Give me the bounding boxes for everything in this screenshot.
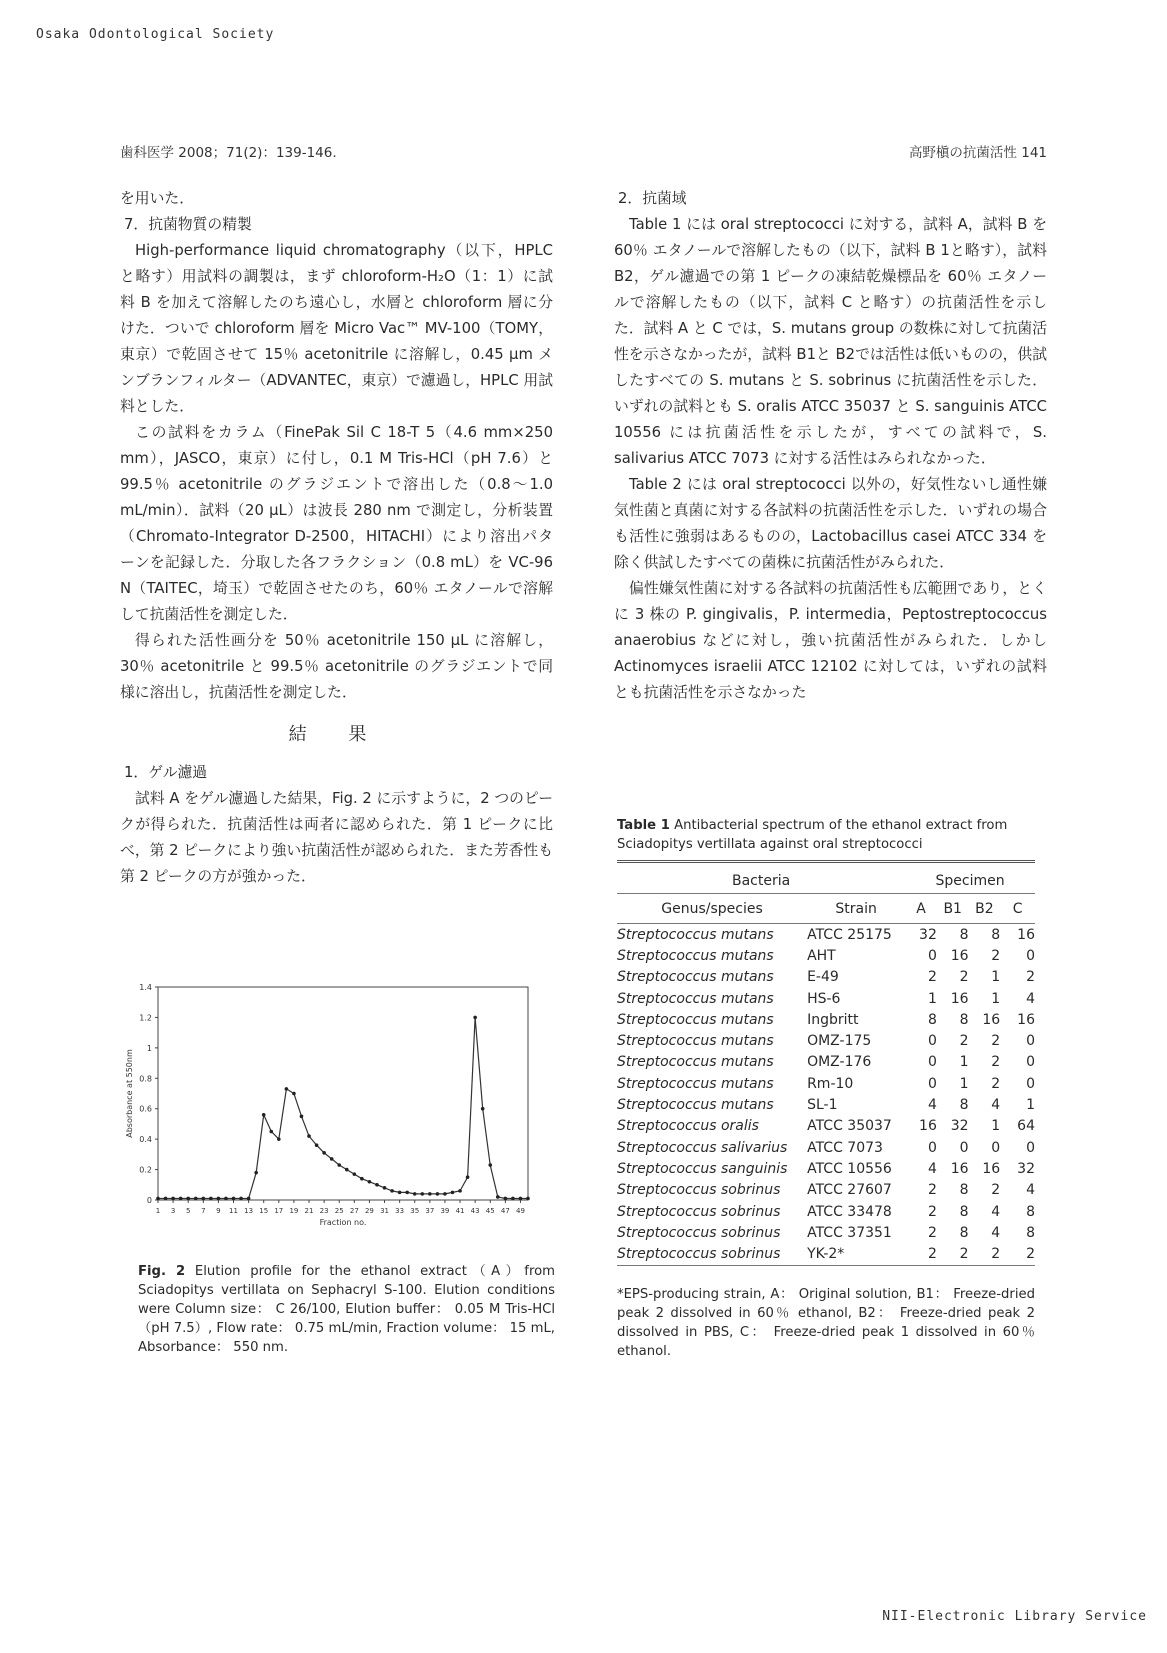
x-tick-label: 45 xyxy=(485,1207,495,1215)
species-cell: Streptococcus sobrinus xyxy=(617,1246,781,1263)
table-label: Table 1 xyxy=(617,818,670,833)
x-tick-label: 13 xyxy=(244,1207,254,1215)
x-tick-label: 19 xyxy=(289,1207,299,1215)
x-tick-label: 11 xyxy=(229,1207,238,1215)
paragraph: この試料をカラム（FinePak Sil C 18-T 5（4.6 mm×250 mm），JASCO，東京）に付し，0.1 M Tris-HCl（pH 7.6）と 99.5％ acetonitrile のグラジエントで溶出した（0.8〜1.0 mL/min）．試料（20 μL）は波長 280 nm で測定し，分析装置（Chromato-Integrator D-2500，HITACHI）により溶出パターンを記録した．分取した各フラクション（0.8 mL）を VC-96 N（TAITEC，埼玉）で乾固させたのち，60％ エタノールで溶解して抗菌活性を測定した． xyxy=(120,424,553,623)
strain-cell: OMZ-176 xyxy=(807,1054,872,1071)
species-cell: Streptococcus mutans xyxy=(617,1011,774,1028)
table-row xyxy=(617,1180,1035,1201)
value-cell-a: 16 xyxy=(919,1118,937,1135)
data-point xyxy=(285,1087,289,1091)
value-cell-b2: 8 xyxy=(991,926,1001,943)
paragraph: を用いた． xyxy=(120,190,194,207)
table-row xyxy=(617,1137,1035,1158)
data-point xyxy=(300,1115,304,1119)
table-row xyxy=(617,1094,1035,1115)
species-cell: Streptococcus sobrinus xyxy=(617,1224,781,1241)
species-cell: Streptococcus mutans xyxy=(617,1097,774,1114)
data-point xyxy=(383,1186,387,1190)
data-point xyxy=(345,1168,349,1172)
col-a-header: A xyxy=(916,900,926,917)
value-cell-a: 4 xyxy=(927,1097,937,1114)
value-cell-c: 0 xyxy=(1026,1054,1035,1071)
left-column xyxy=(120,186,553,890)
strain-cell: ATCC 25175 xyxy=(807,926,892,943)
data-point xyxy=(156,1197,160,1201)
data-point xyxy=(488,1163,492,1167)
data-point xyxy=(420,1192,424,1196)
species-cell: Streptococcus sobrinus xyxy=(617,1203,781,1220)
value-cell-b1: 1 xyxy=(959,1075,969,1092)
value-cell-b2: 16 xyxy=(982,1011,1001,1028)
value-cell-c: 0 xyxy=(1026,947,1035,964)
value-cell-a: 32 xyxy=(919,926,937,943)
value-cell-c: 64 xyxy=(1017,1118,1035,1135)
species-cell: Streptococcus mutans xyxy=(617,1033,774,1050)
figure-caption xyxy=(138,1262,555,1357)
x-tick-label: 7 xyxy=(201,1207,206,1215)
y-tick-label: 1.2 xyxy=(139,1013,152,1023)
species-cell: Streptococcus oralis xyxy=(617,1118,759,1135)
specimen-header: Specimen xyxy=(905,862,1035,894)
strain-cell: ATCC 10556 xyxy=(807,1160,892,1177)
data-point xyxy=(481,1107,485,1111)
paragraph: 試料 A をゲル濾過した結果，Fig. 2 に示すように，2 つのピークが得られた．抗菌活性は両者に認められた．第 1 ピークに比べ，第 2 ピークにより強い抗菌活性が認められた．また芳香性も第 2 ピークの方が強かった． xyxy=(120,790,553,885)
value-cell-b1: 8 xyxy=(959,1182,969,1199)
data-point xyxy=(473,1016,477,1020)
x-tick-label: 27 xyxy=(349,1207,359,1215)
journal-citation: 歯科医学 2008；71(2)：139-146. xyxy=(120,145,337,161)
value-cell-c: 4 xyxy=(1026,990,1035,1007)
strain-header: Strain xyxy=(835,900,877,917)
data-point xyxy=(390,1189,394,1193)
value-cell-c: 32 xyxy=(1017,1160,1035,1177)
data-point xyxy=(247,1197,251,1201)
value-cell-c: 1 xyxy=(1026,1097,1035,1114)
data-point xyxy=(322,1151,326,1155)
data-point xyxy=(269,1130,273,1134)
strain-cell: Ingbritt xyxy=(807,1011,859,1028)
value-cell-b2: 2 xyxy=(991,1075,1001,1092)
species-cell: Streptococcus salivarius xyxy=(617,1139,788,1156)
strain-cell: ATCC 33478 xyxy=(807,1203,892,1220)
x-tick-label: 25 xyxy=(334,1207,344,1215)
strain-cell: ATCC 7073 xyxy=(807,1139,883,1156)
data-point xyxy=(398,1191,402,1195)
y-tick-label: 0.6 xyxy=(139,1104,152,1114)
strain-cell: AHT xyxy=(807,947,836,964)
value-cell-b1: 8 xyxy=(959,1011,969,1028)
data-point xyxy=(330,1157,334,1161)
value-cell-a: 0 xyxy=(927,1139,937,1156)
strain-cell: E-49 xyxy=(807,969,839,986)
x-tick-label: 9 xyxy=(216,1207,221,1215)
value-cell-b1: 2 xyxy=(959,1246,969,1263)
data-point xyxy=(360,1177,364,1181)
x-tick-label: 41 xyxy=(455,1207,465,1215)
species-cell: Streptococcus mutans xyxy=(617,947,774,964)
paragraph: Table 1 には oral streptococci に対する，試料 A，試料 B を 60％ エタノールで溶解したもの（以下，試料 B 1と略す），試料 B2，ゲル濾過での第 1 ピークの凍結乾燥標品を 60％ エタノールで溶解したもの（以下，試料 C と略す）の抗菌活性を示した．試料 A と C では，S. mutans group の数株に対して抗菌活性を示さなかったが，試料 B1と B2では活性は低いものの，供試したすべての S. mutans と S. sobrinus に抗菌活性を示した．いずれの試料とも S. oralis ATCC 35037 と S. sanguinis ATCC 10556 には抗菌活性を示したが，すべての試料で，S. salivarius ATCC 7073 に対する活性はみられなかった． xyxy=(614,216,1047,467)
value-cell-b1: 2 xyxy=(959,1033,969,1050)
value-cell-a: 8 xyxy=(927,1011,937,1028)
paragraph: High-performance liquid chromatography（以下，HPLC と略す）用試料の調製は，まず chloroform-H₂O（1：1）に試料 B を加えて溶解したのち遠心し，水層と chloroform 層に分けた．ついで chloroform 層を Micro Vac™ MV-100（TOMY，東京）で乾固させて 15％ acetonitrile に溶解し，0.45 μm メンブランフィルター（ADVANTEC，東京）で濾過し，HPLC 用試料とした． xyxy=(120,242,553,415)
value-cell-b1: 0 xyxy=(959,1139,969,1156)
data-point xyxy=(186,1197,190,1201)
section-heading: 7．抗菌物質の精製 xyxy=(124,216,252,233)
table-caption-text: Antibacterial spectrum of the ethanol extract from Sciadopitys vertillata against oral streptococci xyxy=(617,818,1008,852)
value-cell-a: 2 xyxy=(927,1182,937,1199)
genus-header: Genus/species xyxy=(661,900,763,917)
value-cell-c: 16 xyxy=(1017,926,1035,943)
value-cell-b1: 16 xyxy=(950,947,969,964)
data-point xyxy=(202,1197,206,1201)
table-row xyxy=(617,1009,1035,1030)
col-b2-header: B2 xyxy=(975,900,994,917)
plot-frame xyxy=(158,987,528,1200)
value-cell-b2: 2 xyxy=(991,1054,1001,1071)
value-cell-b2: 0 xyxy=(991,1139,1001,1156)
value-cell-b1: 1 xyxy=(959,1054,969,1071)
data-point xyxy=(337,1163,341,1167)
data-point xyxy=(368,1180,372,1184)
species-cell: Streptococcus mutans xyxy=(617,1075,774,1092)
x-tick-label: 33 xyxy=(395,1207,405,1215)
x-tick-label: 23 xyxy=(319,1207,329,1215)
col-c-header: C xyxy=(1012,900,1023,917)
table-row xyxy=(617,945,1035,966)
x-tick-label: 3 xyxy=(170,1207,176,1215)
value-cell-c: 8 xyxy=(1026,1224,1035,1241)
data-point xyxy=(164,1197,168,1201)
x-tick-label: 21 xyxy=(304,1207,314,1215)
species-cell: Streptococcus sanguinis xyxy=(617,1160,788,1177)
species-cell: Streptococcus mutans xyxy=(617,990,774,1007)
value-cell-b1: 32 xyxy=(950,1118,969,1135)
data-point xyxy=(519,1197,523,1201)
data-point xyxy=(436,1192,440,1196)
bacteria-header: Bacteria xyxy=(617,862,905,894)
value-cell-b1: 16 xyxy=(950,1160,969,1177)
data-point xyxy=(443,1192,447,1196)
value-cell-b1: 8 xyxy=(959,1203,969,1220)
paragraph: 得られた活性画分を 50％ acetonitrile 150 μL に溶解し，30％ acetonitrile と 99.5％ acetonitrile のグラジエントで同様に溶出し，抗菌活性を測定した． xyxy=(120,632,553,701)
y-tick-label: 0 xyxy=(146,1196,152,1205)
value-cell-a: 0 xyxy=(927,1033,937,1050)
table-row xyxy=(617,924,1035,946)
data-point xyxy=(262,1113,266,1117)
x-tick-label: 47 xyxy=(500,1207,510,1215)
value-cell-c: 4 xyxy=(1026,1182,1035,1199)
value-cell-b2: 2 xyxy=(991,947,1001,964)
data-point xyxy=(209,1197,213,1201)
strain-cell: HS-6 xyxy=(807,990,841,1007)
x-tick-label: 5 xyxy=(185,1207,191,1215)
paragraph: 偏性嫌気性菌に対する各試料の抗菌活性も広範囲であり，とくに 3 株の P. gingivalis，P. intermedia，Peptostreptococcus anaerobius などに対し，強い抗菌活性がみられた．しかし Actinomyces israelii ATCC 12102 に対しては，いずれの試料とも抗菌活性を示さなかった xyxy=(614,580,1047,701)
data-point xyxy=(504,1197,508,1201)
data-point xyxy=(292,1092,296,1096)
value-cell-b2: 2 xyxy=(991,1182,1001,1199)
y-tick-label: 0.8 xyxy=(139,1074,152,1084)
data-point xyxy=(428,1192,432,1196)
value-cell-a: 2 xyxy=(927,1246,937,1263)
value-cell-c: 2 xyxy=(1026,969,1035,986)
value-cell-b2: 1 xyxy=(991,1118,1001,1135)
value-cell-a: 0 xyxy=(927,1075,937,1092)
value-cell-b2: 2 xyxy=(991,1246,1001,1263)
table-row xyxy=(617,1222,1035,1243)
value-cell-b1: 16 xyxy=(950,990,969,1007)
x-tick-label: 39 xyxy=(440,1207,450,1215)
col-b1-header: B1 xyxy=(943,900,962,917)
value-cell-b2: 2 xyxy=(991,1033,1001,1050)
table-row xyxy=(617,1158,1035,1179)
data-point xyxy=(375,1183,379,1187)
y-tick-label: 1.4 xyxy=(139,983,152,992)
table-row xyxy=(617,967,1035,988)
table-row xyxy=(617,1116,1035,1137)
value-cell-c: 16 xyxy=(1017,1011,1035,1028)
table-row xyxy=(617,1052,1035,1073)
y-tick-label: 0.2 xyxy=(139,1165,152,1175)
running-title: 高野槇の抗菌活性 141 xyxy=(908,145,1047,161)
table-row xyxy=(617,1243,1035,1265)
x-tick-label: 15 xyxy=(259,1207,269,1215)
x-tick-label: 31 xyxy=(380,1207,389,1215)
value-cell-a: 0 xyxy=(927,1054,937,1071)
data-point xyxy=(458,1189,462,1193)
strain-cell: Rm-10 xyxy=(807,1075,854,1092)
table-row xyxy=(617,1201,1035,1222)
data-point xyxy=(353,1172,357,1176)
x-tick-label: 43 xyxy=(470,1207,480,1215)
value-cell-c: 8 xyxy=(1026,1203,1035,1220)
table-caption xyxy=(617,816,1037,854)
data-point xyxy=(254,1171,258,1175)
data-point xyxy=(224,1197,228,1201)
data-point xyxy=(413,1192,417,1196)
value-cell-b1: 8 xyxy=(959,1097,969,1114)
value-cell-b1: 8 xyxy=(959,926,969,943)
species-cell: Streptococcus mutans xyxy=(617,1054,774,1071)
library-watermark: NII-Electronic Library Service xyxy=(882,1609,1147,1624)
value-cell-b1: 2 xyxy=(959,969,969,986)
y-axis-label: Absorbance at 550nm xyxy=(125,1049,134,1138)
x-tick-label: 37 xyxy=(425,1207,435,1215)
value-cell-b2: 1 xyxy=(991,990,1001,1007)
value-cell-a: 2 xyxy=(927,1203,937,1220)
value-cell-a: 1 xyxy=(927,990,937,1007)
data-point xyxy=(217,1197,221,1201)
value-cell-b2: 16 xyxy=(982,1160,1001,1177)
elution-profile-figure xyxy=(120,977,560,1262)
elution-chart xyxy=(120,977,560,1262)
results-heading: 結 果 xyxy=(288,724,385,745)
species-cell: Streptococcus mutans xyxy=(617,926,774,943)
data-point xyxy=(315,1143,319,1147)
value-cell-b2: 4 xyxy=(991,1097,1001,1114)
data-point xyxy=(526,1197,530,1201)
data-point xyxy=(511,1197,515,1201)
value-cell-a: 0 xyxy=(927,947,937,964)
value-cell-b2: 4 xyxy=(991,1203,1001,1220)
x-tick-label: 1 xyxy=(155,1207,161,1215)
strain-cell: OMZ-175 xyxy=(807,1033,872,1050)
right-column xyxy=(614,186,1047,706)
figure-label: Fig. 2 xyxy=(138,1264,186,1279)
value-cell-c: 0 xyxy=(1026,1075,1035,1092)
strain-cell: ATCC 27607 xyxy=(807,1182,892,1199)
value-cell-a: 2 xyxy=(927,1224,937,1241)
value-cell-b1: 8 xyxy=(959,1224,969,1241)
value-cell-a: 2 xyxy=(927,969,937,986)
x-axis-label: Fraction no. xyxy=(319,1218,367,1227)
figure-caption-text: Elution profile for the ethanol extract（A）from Sciadopitys vertillata on Sephacryl S-100. Elution conditions were Column size： C 26/100, Elution buffer： 0.05 M Tris-HCl（pH 7.5）, Flow rate： 0.75 mL/min, Fraction volume： 15 mL, Absorbance： 550 nm. xyxy=(138,1264,555,1355)
data-point xyxy=(496,1195,500,1199)
value-cell-b2: 4 xyxy=(991,1224,1001,1241)
data-point xyxy=(232,1197,236,1201)
data-point xyxy=(451,1191,455,1195)
series-line xyxy=(158,1017,528,1198)
strain-cell: ATCC 35037 xyxy=(807,1118,892,1135)
table-row xyxy=(617,1073,1035,1094)
data-point xyxy=(194,1197,198,1201)
data-point xyxy=(405,1191,409,1195)
species-cell: Streptococcus mutans xyxy=(617,969,774,986)
value-cell-c: 0 xyxy=(1026,1139,1035,1156)
value-cell-c: 0 xyxy=(1026,1033,1035,1050)
data-point xyxy=(179,1197,183,1201)
data-point xyxy=(171,1197,175,1201)
y-tick-label: 1 xyxy=(146,1043,152,1053)
value-cell-b2: 1 xyxy=(991,969,1001,986)
strain-cell: SL-1 xyxy=(807,1097,838,1114)
x-tick-label: 35 xyxy=(410,1207,420,1215)
paragraph: Table 2 には oral streptococci 以外の，好気性ないし通性嫌気性菌と真菌に対する各試料の抗菌活性を示した．いずれの場合も活性に強弱はあるものの，Lactobacillus casei ATCC 334 を除く供試したすべての菌株に抗菌活性がみられた． xyxy=(614,476,1047,571)
value-cell-c: 2 xyxy=(1026,1246,1035,1263)
y-tick-label: 0.4 xyxy=(139,1135,152,1145)
section-heading: 1．ゲル濾過 xyxy=(124,764,208,781)
strain-cell: YK-2* xyxy=(807,1246,845,1263)
table-row xyxy=(617,988,1035,1009)
x-tick-label: 17 xyxy=(274,1207,284,1215)
value-cell-a: 4 xyxy=(927,1160,937,1177)
table-row xyxy=(617,1030,1035,1051)
data-point xyxy=(277,1137,281,1141)
data-point xyxy=(466,1175,470,1179)
table-footnote: *EPS-producing strain, A： Original solution, B1： Freeze-dried peak 2 dissolved in 60％ ethanol, B2： Freeze-dried peak 2 dissolved in PBS, C： Freeze-dried peak 1 dissolved in 60％ ethanol. xyxy=(617,1287,1035,1359)
x-tick-label: 29 xyxy=(364,1207,374,1215)
antibacterial-table xyxy=(617,860,1035,1266)
society-watermark: Osaka Odontological Society xyxy=(36,27,275,42)
data-point xyxy=(307,1134,311,1138)
strain-cell: ATCC 37351 xyxy=(807,1224,892,1241)
species-cell: Streptococcus sobrinus xyxy=(617,1182,781,1199)
data-point xyxy=(239,1197,243,1201)
section-heading: 2．抗菌域 xyxy=(618,190,687,207)
x-tick-label: 49 xyxy=(515,1207,525,1215)
